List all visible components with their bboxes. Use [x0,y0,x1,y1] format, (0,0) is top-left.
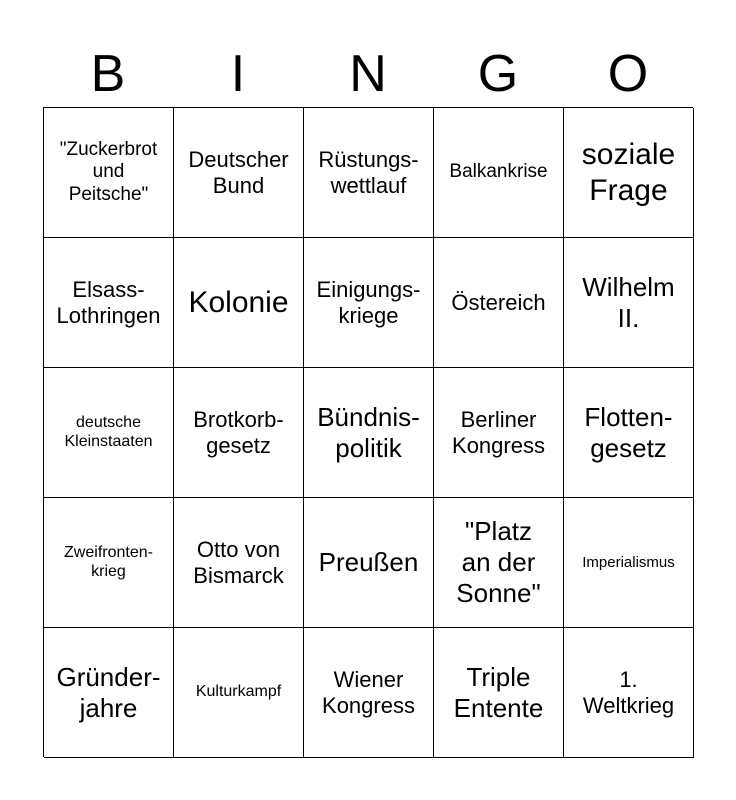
bingo-cell[interactable]: Gründer- jahre [44,628,174,758]
bingo-cell[interactable]: "Zuckerbrot und Peitsche" [44,108,174,238]
bingo-cell[interactable]: Brotkorb- gesetz [174,368,304,498]
bingo-cell[interactable]: Balkankrise [434,108,564,238]
header-letter-g: G [477,45,519,103]
bingo-cell[interactable]: Flotten- gesetz [564,368,694,498]
bingo-board [43,107,693,757]
bingo-cell[interactable]: Otto von Bismarck [174,498,304,628]
bingo-cell[interactable]: "Platz an der Sonne" [434,498,564,628]
bingo-cell[interactable]: Kulturkampf [174,628,304,758]
bingo-cell[interactable]: Östereich [434,238,564,368]
bingo-cell[interactable]: Elsass- Lothringen [44,238,174,368]
bingo-cell[interactable]: Wilhelm II. [564,238,694,368]
header-letter-b: B [90,45,126,103]
bingo-cell[interactable]: Bündnis- politik [304,368,434,498]
bingo-cell[interactable]: 1. Weltkrieg [564,628,694,758]
bingo-cell[interactable]: deutsche Kleinstaaten [44,368,174,498]
bingo-cell[interactable]: Kolonie [174,238,304,368]
bingo-cell[interactable]: Einigungs- kriege [304,238,434,368]
bingo-cell[interactable]: Wiener Kongress [304,628,434,758]
bingo-cell[interactable]: Preußen [304,498,434,628]
bingo-cell[interactable]: Zweifronten- krieg [44,498,174,628]
bingo-cell[interactable]: soziale Frage [564,108,694,238]
bingo-header [43,40,693,108]
header-letter-n: N [349,45,387,103]
bingo-cell[interactable]: Berliner Kongress [434,368,564,498]
bingo-cell[interactable]: Triple Entente [434,628,564,758]
bingo-cell[interactable]: Imperialismus [564,498,694,628]
header-letter-o: O [607,45,649,103]
bingo-cell[interactable]: Rüstungs- wettlauf [304,108,434,238]
header-letter-i: I [230,45,246,103]
bingo-cell[interactable]: Deutscher Bund [174,108,304,238]
